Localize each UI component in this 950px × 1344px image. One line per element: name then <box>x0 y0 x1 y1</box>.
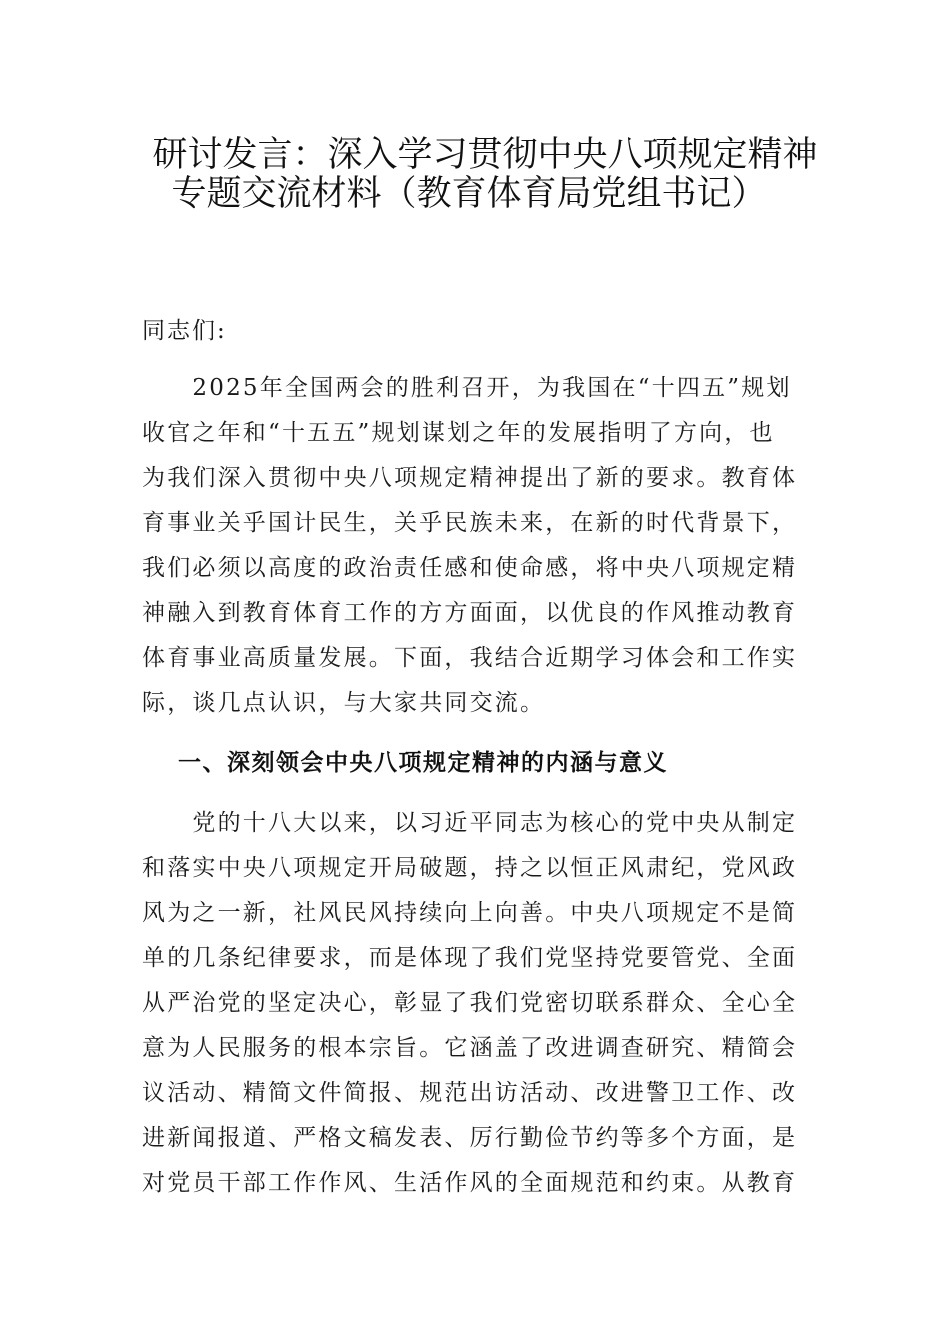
paragraph-line: 体育事业高质量发展。下面，我结合近期学习体会和工作实 <box>142 645 798 671</box>
paragraph-line: 从严治党的坚定决心，彰显了我们党密切联系群众、全心全 <box>142 990 798 1016</box>
paragraph-line: 神融入到教育体育工作的方方面面，以优良的作风推动教育 <box>142 600 798 626</box>
paragraph-line: 育事业关乎国计民生，关乎民族未来，在新的时代背景下， <box>142 510 798 536</box>
paragraph-2 <box>142 801 810 1206</box>
document-title-line-2: 专题交流材料（教育体育局党组书记） <box>171 174 767 214</box>
paragraph-line: 际，谈几点认识，与大家共同交流。 <box>142 690 546 716</box>
document-title-line-1: 研讨发言：深入学习贯彻中央八项规定精神 <box>152 135 818 175</box>
paragraph-line: 为我们深入贯彻中央八项规定精神提出了新的要求。教育体 <box>142 465 798 491</box>
paragraph-line: 对党员干部工作作风、生活作风的全面规范和约束。从教育 <box>142 1170 798 1196</box>
paragraph-line: 议活动、精简文件简报、规范出访活动、改进警卫工作、改 <box>142 1080 798 1106</box>
paragraph-line: 收官之年和“十五五”规划谋划之年的发展指明了方向，也 <box>142 420 775 446</box>
paragraph-line: 意为人民服务的根本宗旨。它涵盖了改进调查研究、精简会 <box>142 1035 798 1061</box>
paragraph-line: 2025年全国两会的胜利召开，为我国在“十四五”规划 <box>142 375 792 401</box>
paragraph-1 <box>142 366 810 726</box>
paragraph-line: 和落实中央八项规定开局破题，持之以恒正风肃纪，党风政 <box>142 855 798 881</box>
section-heading: 一、深刻领会中央八项规定精神的内涵与意义 <box>178 750 668 776</box>
paragraph-line: 风为之一新，社风民风持续向上向善。中央八项规定不是简 <box>142 900 798 926</box>
paragraph-line: 党的十八大以来，以习近平同志为核心的党中央从制定 <box>142 810 798 836</box>
paragraph-line: 我们必须以高度的政治责任感和使命感，将中央八项规定精 <box>142 555 798 581</box>
paragraph-line: 单的几条纪律要求，而是体现了我们党坚持党要管党、全面 <box>142 945 798 971</box>
paragraph-line: 进新闻报道、严格文稿发表、厉行勤俭节约等多个方面，是 <box>142 1125 798 1151</box>
salutation: 同志们: <box>142 318 227 344</box>
